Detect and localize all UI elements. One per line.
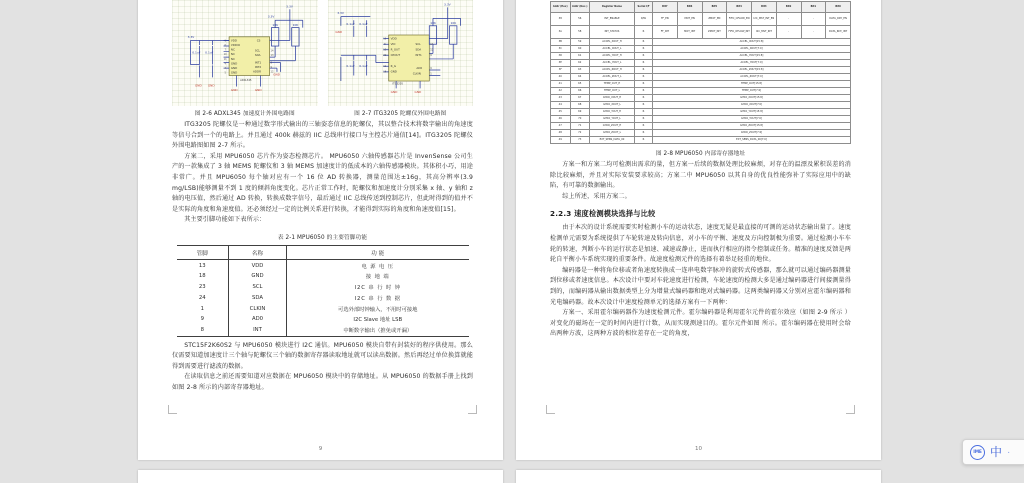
svg-text:ADXL345: ADXL345 (240, 79, 252, 83)
reg-cell-bit1: - (801, 13, 826, 26)
reg-cell-addr-dec: 71 (570, 123, 590, 130)
reg-cell-addr-dec: 65 (570, 81, 590, 88)
reg-cell-span: GYRO_XOUT[7:0] (653, 102, 851, 109)
reg-header-register-name: Register Name (590, 2, 635, 13)
reg-cell-bit4: FIFO_​OFLOW_​INT (727, 26, 752, 39)
pin-table-body (177, 260, 469, 336)
pin-cell-pin: 13 (177, 260, 229, 271)
reg-cell-addr-hex: 46 (551, 116, 571, 123)
pin-cell-pin: 24 (177, 292, 229, 303)
paragraph-register-addr: 在读取信息之前还需要知道对应数据在 MPU6050 模块中的存储地址。从 MPU6050 的数据手册上找到如图 2-8 所示的内部寄存器地址。 (172, 373, 473, 391)
svg-text:14: 14 (270, 49, 274, 53)
table-row (177, 292, 469, 303)
pin-table-header-row (177, 245, 469, 259)
pin-cell-name: GND (229, 271, 287, 282)
register-table-header-row (551, 2, 851, 13)
svg-text:7: 7 (270, 39, 273, 43)
table-row (551, 81, 851, 88)
svg-text:GND: GND (230, 88, 238, 93)
pin-cell-name: SCL (229, 282, 287, 293)
pin-cell-pin: 18 (177, 271, 229, 282)
reg-cell-span: EXT_SENS_DATA_00[7:0] (653, 137, 851, 144)
reg-cell-addr-hex: 43 (551, 95, 571, 102)
svg-text:GND: GND (414, 90, 421, 95)
svg-text:GND: GND (273, 72, 281, 77)
reg-cell-bit3: I2C_​MST_​INT (752, 26, 777, 39)
svg-text:ITG3205: ITG3205 (391, 82, 403, 86)
reg-cell-serial-if: R (635, 60, 653, 67)
svg-text:0.1uF: 0.1uF (345, 21, 355, 26)
reg-cell-addr-dec: 68 (570, 102, 590, 109)
paragraph-hall-encoder: 方案一、采用霍尔编码器作为速度检测元件。霍尔编码器是利用霍尔元件的霍尔效应（如图 2-9 所示 ）对变化的磁场在一定的时间内进行计数，从而实现测速目的。霍尔元件如图 所示。霍尔编码器在使用时会给出两种方波，这两种方波的相位差存在一定的角度， (550, 309, 851, 338)
svg-text:GND: GND (390, 90, 397, 95)
paragraph-table-lead: 其主要引脚功能如下表所示： (184, 216, 266, 224)
table-row (551, 102, 851, 109)
reg-cell-register-name: GYRO_ZOUT_L (590, 130, 635, 137)
table-row (551, 74, 851, 81)
pin-cell-pin: 1 (177, 303, 229, 314)
reg-cell-bit5: ZMOT_​EN (702, 13, 727, 26)
crop-mark-bottom-left (168, 405, 177, 414)
figure-adxl345-schematic (172, 0, 318, 106)
pin-header-name: 名称 (229, 245, 287, 259)
reg-cell-serial-if: R (635, 67, 653, 74)
reg-cell-bit2: - (776, 26, 801, 39)
reg-cell-addr-dec: 58 (570, 26, 590, 39)
pin-cell-function: 电 源 电 压 (361, 263, 395, 270)
reg-cell-register-name: TEMP_OUT_L (590, 88, 635, 95)
pin-cell-function: 中断数字输出（推免或开漏） (287, 325, 469, 336)
reg-cell-serial-if: R (635, 102, 653, 109)
svg-text:INT1: INT1 (414, 53, 422, 58)
reg-header-bit7: Bit7 (653, 2, 678, 13)
reg-cell-addr-hex: 40 (551, 74, 571, 81)
svg-text:CLKIN: CLKIN (412, 71, 421, 76)
paragraph-encoder: 编码器是一种将角位移或者角速度转换成一连串电数字脉冲的旋转式传感器，那么就可以通过编码器测量到位移或者速度信息。本次设计中要对车轮速度进行检测，车轮速度的检测大多是通过编码器进行间接测量得到的，而编码器从输出数据类型上分为增量式编码器和绝对式编码器。这两类编码器又分别对应霍尔编码器和光电编码器。故本次设计中速度检测单元的选择方案有一下两种： (550, 266, 851, 306)
reg-cell-span: GYRO_ZOUT[15:8] (653, 123, 851, 130)
reg-cell-serial-if: R (635, 53, 653, 60)
reg-cell-span: TEMP_OUT[15:8] (653, 81, 851, 88)
svg-text:VDD: VDD (390, 36, 397, 41)
section-heading-2-2-3: 2.2.3 速度检测模块选择与比较 (550, 209, 656, 219)
reg-cell-addr-dec: 59 (570, 39, 590, 46)
reg-cell-addr-hex: 3B (551, 39, 571, 46)
svg-text:1: 1 (429, 72, 432, 76)
svg-text:GND: GND (230, 61, 238, 66)
svg-text:11: 11 (382, 65, 386, 69)
reg-cell-addr-dec: 67 (570, 95, 590, 102)
reg-cell-register-name: TEMP_OUT_H (590, 81, 635, 88)
page-number-left: 9 (318, 446, 323, 452)
document-page-10[interactable] (516, 0, 881, 460)
reg-cell-bit1: - (801, 26, 826, 39)
reg-header-bit2: Bit2 (776, 2, 801, 13)
reg-cell-serial-if: R (635, 81, 653, 88)
crop-mark-bottom-right (846, 405, 855, 414)
pin-cell-name: AD0 (229, 314, 287, 325)
svg-text:10K: 10K (429, 20, 436, 25)
svg-text:GND: GND (230, 70, 238, 75)
reg-header-bit5: Bit5 (702, 2, 727, 13)
svg-text:1: 1 (224, 39, 227, 43)
reg-cell-register-name: ACCEL_YOUT_L (590, 60, 635, 67)
reg-cell-serial-if: R (635, 88, 653, 95)
document-page-next-right[interactable] (516, 470, 881, 483)
svg-text:GND: GND (334, 30, 342, 35)
table-row (551, 46, 851, 53)
reg-cell-addr-dec: 56 (570, 13, 590, 26)
paragraph-speed-detection: 由于本次的设计系统需要实时检测小车的运动状态，速度无疑是最直接的可测的运动状态输出量了。速度检测单元需要为系统提供了车轮转速及转向信息，对小车的平衡、速度及方向控制极为重要。通过检测小车车轮的转速，判断小车的运行状态是加速、减速或静止，进而执行相应的指令控制或任务。精准的速度反馈是两轮自平衡小车系统实现的重要条件。故速度检测元件的选择有着举足轻重的地位。 (550, 224, 851, 264)
paragraph-i2c: STC15F2K60S2 与 MPU6050 模块进行 I2C 通信。MPU6050 模块自带有封装好的程序供使用。那么仅需要知道加速度计三个轴与陀螺仪三个轴的数据寄存器读取地址就可以读出数据。然后再经过单位换算就能得到需要进行滤波的数据。 (172, 341, 473, 370)
svg-text:3.3V: 3.3V (187, 34, 195, 39)
svg-text:3.3V: 3.3V (286, 4, 293, 9)
reg-cell-bit4: FIFO_​OFLOW_​EN (727, 13, 752, 26)
paragraph-scheme-compare: 方案一和方案二均可检测出需求的量，但方案一后续的数据处理比较麻烦，对存在的温漂及累积误差的消除比较麻烦，并且对实际安装要求较高；方案二中 MPU6050 以其自身的优良性能弥补了实际应用中的缺陷，有可靠的数据输出。 (550, 161, 851, 190)
reg-cell-serial-if: R (635, 39, 653, 46)
svg-text:8: 8 (383, 43, 386, 47)
svg-text:GND: GND (390, 69, 397, 74)
svg-text:SCL: SCL (254, 48, 261, 53)
reg-cell-span: TEMP_OUT[7:0] (653, 88, 851, 95)
svg-text:R_G: R_G (390, 64, 396, 69)
reg-cell-serial-if: R (635, 109, 653, 116)
table-row (551, 39, 851, 46)
reg-header-bit4: Bit4 (727, 2, 752, 13)
reg-cell-addr-dec: 66 (570, 88, 590, 95)
pin-cell-name: SDA (229, 292, 287, 303)
reg-cell-register-name: GYRO_YOUT_H (590, 109, 635, 116)
reg-cell-serial-if: R (635, 130, 653, 137)
reg-cell-span: ACCEL_XOUT[15:8] (653, 39, 851, 46)
svg-text:5: 5 (224, 71, 227, 75)
svg-text:0.1uF: 0.1uF (345, 64, 355, 69)
svg-text:7: 7 (224, 48, 227, 52)
table-row (551, 109, 851, 116)
table-row (177, 303, 469, 314)
paragraph-mpu6050: 方案二，采用 MPU6050 芯片作为姿态检测芯片。 MPU6050 六轴传感器芯片是 InvenSense 公司生产的一款集成了 3 轴 MEMS 陀螺仪和 3 轴 MEMS 加速度计的低成本的六轴传感器模块。其体积小巧，用途非常广。并且 MPU6050 每个轴对应有一个 16 位 AD 转换器，测量范围达±16g，其高分辨率(3.9 mg/LSB)能够测量不到 1 度的倾斜角度变化。芯片正常工作时，陀螺仪和加速度计分别采集 x 轴、y 轴和 z 轴的电压值，然后通过 AD 转换，转换成数字信号，最后通过 IIC 总线传送到控制芯片，但此时得到的值并不是实际的角度和角速度值。还必须经过一定的比例关系进行转换，才能得到实际的角度和角速度值[15]。 (172, 152, 473, 213)
reg-cell-serial-if: R (635, 116, 653, 123)
reg-cell-addr-dec: 61 (570, 53, 590, 60)
svg-text:10: 10 (223, 53, 227, 57)
reg-cell-register-name: INT_STATUS (590, 26, 635, 39)
reg-cell-addr-dec: 63 (570, 67, 590, 74)
reg-header-addr-dec: Addr (Dec.) (570, 2, 590, 13)
ime-indicator[interactable] (962, 439, 1024, 465)
document-page-9[interactable] (138, 0, 503, 460)
reg-cell-addr-dec: 69 (570, 109, 590, 116)
reg-cell-serial-if: R (635, 137, 653, 144)
svg-text:VDD: VDD (230, 38, 238, 43)
page-9-content (172, 0, 473, 430)
table-row (177, 260, 469, 271)
reg-cell-serial-if: R (635, 123, 653, 130)
reg-cell-bit7: FF_​EN (653, 13, 678, 26)
ime-punctuation-icon[interactable]: · (1007, 446, 1011, 458)
table-row (177, 325, 469, 336)
svg-text:INT2: INT2 (254, 65, 262, 70)
page-number-right: 10 (695, 446, 702, 452)
svg-text:3.3V: 3.3V (443, 2, 451, 7)
pin-cell-function: 接 地 端 (365, 274, 390, 281)
svg-text:0.1uF: 0.1uF (192, 50, 201, 55)
table-row (177, 271, 469, 282)
table-row (177, 282, 469, 293)
mpu6050-pin-table (177, 245, 469, 337)
reg-cell-span: ACCEL_XOUT[7:0] (653, 46, 851, 53)
reg-header-bit1: Bit1 (801, 2, 826, 13)
svg-text:AD0: AD0 (415, 66, 422, 71)
reg-cell-addr-hex: 3C (551, 46, 571, 53)
svg-text:12: 12 (429, 48, 433, 52)
svg-text:GND: GND (207, 83, 215, 88)
reg-cell-addr-dec: 64 (570, 74, 590, 81)
svg-text:18: 18 (382, 70, 386, 74)
table-row (551, 26, 851, 39)
svg-text:11: 11 (223, 57, 227, 61)
svg-text:VIO: VIO (390, 42, 395, 47)
pin-header-function: 功 能 (287, 245, 469, 259)
svg-text:CPOUT: CPOUT (390, 53, 400, 58)
table-row (551, 67, 851, 74)
reg-cell-addr-hex: 49 (551, 137, 571, 144)
svg-text:9: 9 (429, 54, 432, 58)
mpu6050-register-map-table (550, 1, 851, 144)
reg-cell-register-name: EXT_SENS_DATA_00 (590, 137, 635, 144)
svg-text:NC: NC (230, 52, 235, 57)
svg-text:GND: GND (230, 66, 238, 71)
reg-cell-span: ACCEL_ZOUT[7:0] (653, 74, 851, 81)
right-body-text-after-heading (550, 223, 851, 340)
svg-text:10: 10 (382, 48, 386, 52)
reg-cell-addr-hex: 42 (551, 88, 571, 95)
table-row (551, 88, 851, 95)
table-row (551, 13, 851, 26)
reg-header-bit6: Bit6 (677, 2, 702, 13)
svg-text:NC: NC (230, 47, 235, 52)
svg-text:VDDIO: VDDIO (230, 43, 241, 48)
reg-cell-addr-hex: 41 (551, 81, 571, 88)
pin-cell-function: I2C 串 行 时 钟 (354, 285, 401, 292)
pin-cell-function: 可选外部时钟输入，不用时可接地 (338, 306, 418, 313)
figure-captions-row (172, 108, 473, 117)
reg-cell-bit6: MOT_​INT (677, 26, 702, 39)
reg-cell-register-name: GYRO_XOUT_H (590, 95, 635, 102)
reg-cell-serial-if: R (635, 26, 653, 39)
table-row (551, 130, 851, 137)
reg-cell-serial-if: R (635, 46, 653, 53)
reg-cell-span: GYRO_YOUT[7:0] (653, 116, 851, 123)
svg-text:0.1uF: 0.1uF (358, 64, 368, 69)
svg-text:10K: 10K (272, 22, 279, 27)
svg-text:9: 9 (429, 67, 432, 71)
figure-caption-2-8: 图 2-8 MPU6050 内部寄存器地址 (655, 151, 746, 157)
pin-cell-pin: 23 (177, 282, 229, 293)
svg-text:20: 20 (382, 54, 386, 58)
reg-cell-bit3: I2C_​MST_​INT_​EN (752, 13, 777, 26)
reg-cell-span: ACCEL_ZOUT[15:8] (653, 67, 851, 74)
left-body-text-tail (172, 341, 473, 394)
reg-cell-addr-hex: 48 (551, 130, 571, 137)
svg-text:0.1uF: 0.1uF (358, 21, 368, 26)
svg-text:0.1uF: 0.1uF (205, 50, 214, 55)
reg-cell-bit5: ZMOT_​INT (702, 26, 727, 39)
reg-cell-bit0: DATA_​RDY_​INT (826, 26, 851, 39)
crop-mark-bottom-left (546, 405, 555, 414)
reg-cell-addr-hex: 45 (551, 109, 571, 116)
left-body-text (172, 120, 473, 226)
reg-cell-addr-hex: 44 (551, 102, 571, 109)
pin-cell-pin: 8 (177, 325, 229, 336)
ime-logo-icon: IME (970, 445, 985, 460)
svg-text:13: 13 (270, 54, 274, 58)
reg-cell-bit2: - (776, 13, 801, 26)
page-10-content (550, 0, 851, 430)
register-table-body (551, 13, 851, 144)
pin-cell-name: INT (229, 325, 287, 336)
reg-cell-span: GYRO_YOUT[15:8] (653, 109, 851, 116)
svg-text:10K: 10K (292, 22, 299, 27)
figure-itg3205-schematic (328, 0, 474, 106)
svg-text:R_OUT: R_OUT (390, 47, 400, 52)
svg-text:GND: GND (195, 83, 202, 88)
reg-cell-bit0: DATA_​RDY_​EN (826, 13, 851, 26)
table-row (551, 116, 851, 123)
itg3205-schematic-svg (328, 0, 473, 98)
crop-mark-bottom-right (468, 405, 477, 414)
reg-header-bit3: Bit3 (752, 2, 777, 13)
pin-cell-pin: 9 (177, 314, 229, 325)
svg-text:ADDR: ADDR (253, 69, 262, 74)
table-row (551, 123, 851, 130)
svg-text:6: 6 (224, 44, 227, 48)
pin-cell-name: CLKIN (229, 303, 287, 314)
reg-cell-serial-if: R/W (635, 13, 653, 26)
svg-text:3.3V: 3.3V (267, 14, 275, 19)
reg-cell-register-name: ACCEL_XOUT_H (590, 39, 635, 46)
table-row (177, 314, 469, 325)
pin-cell-function: I2C Slave 地址 LSB (353, 317, 403, 324)
pin-cell-name: VDD (229, 260, 287, 271)
reg-cell-addr-hex: 3A (551, 26, 571, 39)
table-row (551, 137, 851, 144)
adxl345-schematic-svg (172, 0, 317, 98)
pin-cell-function: I2C 串 行 数 据 (354, 295, 401, 302)
reg-header-serial-if: Serial I/F (635, 2, 653, 13)
reg-cell-addr-dec: 70 (570, 116, 590, 123)
reg-cell-register-name: INT_ENABLE (590, 13, 635, 26)
reg-cell-span: ACCEL_YOUT[7:0] (653, 60, 851, 67)
reg-cell-addr-hex: 3D (551, 53, 571, 60)
reg-cell-register-name: GYRO_XOUT_L (590, 102, 635, 109)
reg-cell-bit7: FF_​INT (653, 26, 678, 39)
reg-header-addr-hex: Addr (Hex) (551, 2, 571, 13)
svg-text:INT1: INT1 (254, 60, 262, 65)
table-row (551, 53, 851, 60)
right-body-text-before-heading (550, 160, 851, 202)
svg-text:4: 4 (224, 62, 227, 66)
reg-cell-register-name: ACCEL_XOUT_L (590, 46, 635, 53)
reg-header-bit0: Bit0 (826, 2, 851, 13)
document-page-next-left[interactable] (138, 470, 503, 483)
svg-text:12: 12 (270, 70, 274, 74)
reg-cell-addr-dec: 60 (570, 46, 590, 53)
reg-cell-register-name: GYRO_YOUT_L (590, 116, 635, 123)
svg-text:CS: CS (256, 38, 261, 43)
reg-cell-bit6: MOT_​EN (677, 13, 702, 26)
reg-cell-addr-hex: 38 (551, 13, 571, 26)
ime-mode-chinese[interactable]: 中 (990, 445, 1003, 459)
svg-text:4: 4 (224, 67, 227, 71)
register-table-wrapper (550, 0, 851, 144)
reg-cell-addr-dec: 73 (570, 137, 590, 144)
table-row (551, 60, 851, 67)
reg-cell-addr-hex: 47 (551, 123, 571, 130)
reg-cell-register-name: ACCEL_ZOUT_L (590, 74, 635, 81)
svg-text:14: 14 (429, 43, 433, 47)
reg-cell-addr-dec: 72 (570, 130, 590, 137)
reg-cell-register-name: ACCEL_YOUT_H (590, 53, 635, 60)
reg-cell-span: ACCEL_YOUT[15:8] (653, 53, 851, 60)
reg-cell-serial-if: R (635, 74, 653, 81)
table-row (551, 95, 851, 102)
reg-cell-span: GYRO_XOUT[15:8] (653, 95, 851, 102)
reg-cell-addr-dec: 62 (570, 60, 590, 67)
pin-table-title: 表 2-1 MPU6050 的主要管脚功能 (277, 234, 368, 241)
svg-text:GND: GND (254, 88, 262, 93)
reg-cell-register-name: GYRO_ZOUT_H (590, 123, 635, 130)
svg-text:SCL: SCL (414, 42, 421, 47)
paragraph-itg3205: ITG3205 陀螺仪是一种通过数字形式输出的三轴姿态信息的陀螺仪，其以整合技术将数字输出的角速度等信号合到一个的电路上。并且通过 400k 赫兹的 IIC 总线串行接口与主控芯片通信[14]。ITG3205 陀螺仪外围电路图如图 2-7 所示。 (172, 121, 473, 150)
figure-caption-2-6: 图 2-6 ADXL345 加速度计外围电路图 (194, 111, 295, 117)
svg-text:8: 8 (270, 61, 273, 65)
svg-text:NC: NC (230, 56, 235, 61)
reg-cell-span: GYRO_ZOUT[7:0] (653, 130, 851, 137)
figure-caption-2-7: 图 2-7 ITG3205 陀螺仪外围电路图 (354, 111, 447, 117)
reg-cell-addr-hex: 3F (551, 67, 571, 74)
reg-cell-addr-hex: 3E (551, 60, 571, 67)
paragraph-conclusion: 综上所述，采用方案二。 (562, 192, 631, 200)
pin-header-pin: 管脚 (177, 245, 229, 259)
svg-text:SDA: SDA (254, 53, 261, 58)
reg-cell-register-name: ACCEL_ZOUT_H (590, 67, 635, 74)
svg-text:3.3V: 3.3V (336, 10, 344, 15)
svg-text:13: 13 (382, 37, 386, 41)
figure-group-schematics (172, 0, 473, 106)
svg-text:SDA: SDA (414, 47, 421, 52)
svg-text:10K: 10K (449, 20, 456, 25)
svg-text:9: 9 (270, 66, 273, 70)
reg-cell-serial-if: R (635, 95, 653, 102)
